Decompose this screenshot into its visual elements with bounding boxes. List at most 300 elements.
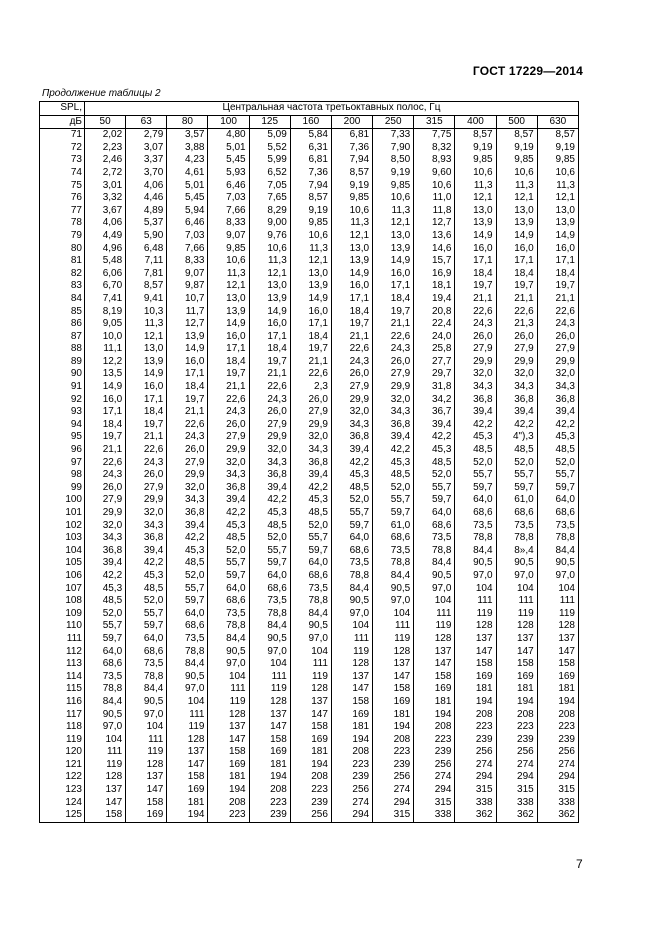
table-cell: 8,29 bbox=[249, 205, 290, 218]
table-cell: 19,7 bbox=[249, 356, 290, 369]
table-cell: 194 bbox=[167, 809, 208, 822]
table-cell: 55,7 bbox=[126, 608, 167, 621]
table-cell: 16,0 bbox=[249, 318, 290, 331]
table-cell: 39,4 bbox=[537, 406, 578, 419]
table-cell: 137 bbox=[455, 633, 496, 646]
spl-cell: 78 bbox=[40, 217, 85, 230]
table-cell: 97,0 bbox=[208, 658, 249, 671]
table-cell: 128 bbox=[290, 683, 331, 696]
table-cell: 5,09 bbox=[249, 129, 290, 142]
table-cell: 36,8 bbox=[208, 482, 249, 495]
table-cell: 16,0 bbox=[537, 243, 578, 256]
table-cell: 169 bbox=[249, 746, 290, 759]
table-cell: 7,66 bbox=[167, 243, 208, 256]
table-cell: 362 bbox=[455, 809, 496, 822]
table-cell: 26,0 bbox=[290, 394, 331, 407]
table-row bbox=[40, 570, 579, 583]
table-cell: 97,0 bbox=[455, 570, 496, 583]
table-cell: 158 bbox=[208, 746, 249, 759]
spl-header-line2: дБ bbox=[40, 115, 85, 129]
table-cell: 16,0 bbox=[85, 394, 126, 407]
table-row bbox=[40, 154, 579, 167]
table-cell: 223 bbox=[496, 721, 537, 734]
frequency-header-cell: 50 bbox=[85, 115, 126, 129]
table-cell: 12,1 bbox=[208, 280, 249, 293]
table-cell: 21,1 bbox=[373, 318, 414, 331]
table-cell: 45,3 bbox=[537, 431, 578, 444]
table-cell: 223 bbox=[331, 759, 372, 772]
table-cell: 32,0 bbox=[126, 507, 167, 520]
table-cell: 78,8 bbox=[414, 545, 455, 558]
spl-cell: 81 bbox=[40, 255, 85, 268]
spl-cell: 80 bbox=[40, 243, 85, 256]
table-row bbox=[40, 331, 579, 344]
table-cell: 12,1 bbox=[455, 192, 496, 205]
spl-cell: 115 bbox=[40, 683, 85, 696]
table-cell: 22,6 bbox=[331, 343, 372, 356]
table-cell: 9,85 bbox=[537, 154, 578, 167]
table-cell: 128 bbox=[126, 759, 167, 772]
table-cell: 7,75 bbox=[414, 129, 455, 142]
spl-cell: 88 bbox=[40, 343, 85, 356]
table-cell: 64,0 bbox=[537, 494, 578, 507]
table-cell: 7,03 bbox=[167, 230, 208, 243]
table-cell: 147 bbox=[126, 784, 167, 797]
table-cell: 4,06 bbox=[126, 180, 167, 193]
table-cell: 29,9 bbox=[167, 469, 208, 482]
table-cell: 17,1 bbox=[455, 255, 496, 268]
table-header-row bbox=[40, 102, 579, 116]
table-cell: 208 bbox=[537, 709, 578, 722]
table-cell: 90,5 bbox=[414, 570, 455, 583]
table-cell: 22,6 bbox=[373, 331, 414, 344]
table-cell: 239 bbox=[290, 797, 331, 810]
table-cell: 13,9 bbox=[249, 293, 290, 306]
table-cell: 169 bbox=[373, 696, 414, 709]
table-cell: 59,7 bbox=[290, 545, 331, 558]
table-cell: 362 bbox=[537, 809, 578, 822]
table-cell: 12,1 bbox=[537, 192, 578, 205]
table-cell: 52,0 bbox=[249, 532, 290, 545]
table-cell: 27,9 bbox=[537, 343, 578, 356]
table-cell: 24,3 bbox=[455, 318, 496, 331]
table-row bbox=[40, 457, 579, 470]
table-cell: 137 bbox=[331, 671, 372, 684]
table-cell: 22,6 bbox=[85, 457, 126, 470]
table-cell: 22,6 bbox=[290, 368, 331, 381]
table-cell: 34,3 bbox=[331, 419, 372, 432]
table-cell: 24,3 bbox=[249, 394, 290, 407]
table-cell: 104 bbox=[373, 608, 414, 621]
table-row bbox=[40, 646, 579, 659]
table-cell: 78,8 bbox=[290, 595, 331, 608]
table-cell: 34,3 bbox=[537, 381, 578, 394]
table-cell: 52,0 bbox=[414, 469, 455, 482]
table-cell: 64,0 bbox=[331, 532, 372, 545]
spl-cell: 76 bbox=[40, 192, 85, 205]
table-cell: 13,0 bbox=[496, 205, 537, 218]
table-cell: 10,0 bbox=[85, 331, 126, 344]
table-cell: 294 bbox=[373, 797, 414, 810]
table-cell: 17,1 bbox=[496, 255, 537, 268]
table-row bbox=[40, 557, 579, 570]
spl-cell: 109 bbox=[40, 608, 85, 621]
table-cell: 73,5 bbox=[373, 545, 414, 558]
table-cell: 45,3 bbox=[249, 507, 290, 520]
table-cell: 158 bbox=[537, 658, 578, 671]
table-cell: 16,0 bbox=[290, 306, 331, 319]
table-cell: 169 bbox=[290, 734, 331, 747]
table-cell: 48,5 bbox=[414, 457, 455, 470]
table-cell: 7,66 bbox=[208, 205, 249, 218]
table-cell: 32,0 bbox=[496, 368, 537, 381]
table-cell: 128 bbox=[455, 620, 496, 633]
spl-cell: 118 bbox=[40, 721, 85, 734]
table-cell: 73,5 bbox=[496, 520, 537, 533]
table-cell: 5,84 bbox=[290, 129, 331, 142]
table-cell: 26,0 bbox=[455, 331, 496, 344]
table-cell: 11,3 bbox=[249, 255, 290, 268]
table-cell: 147 bbox=[167, 759, 208, 772]
table-cell: 7,94 bbox=[331, 154, 372, 167]
table-cell: 11,3 bbox=[455, 180, 496, 193]
spl-cell: 72 bbox=[40, 142, 85, 155]
table-cell: 26,0 bbox=[331, 368, 372, 381]
spl-cell: 89 bbox=[40, 356, 85, 369]
table-cell: 68,6 bbox=[290, 570, 331, 583]
table-cell: 13,9 bbox=[373, 243, 414, 256]
table-cell: 52,0 bbox=[167, 570, 208, 583]
table-cell: 97,0 bbox=[249, 646, 290, 659]
table-cell: 45,3 bbox=[455, 431, 496, 444]
table-cell: 256 bbox=[455, 746, 496, 759]
frequency-header-cell: 80 bbox=[167, 115, 208, 129]
table-cell: 158 bbox=[496, 658, 537, 671]
table-cell: 26,0 bbox=[496, 331, 537, 344]
table-cell: 10,6 bbox=[249, 243, 290, 256]
table-cell: 22,6 bbox=[496, 306, 537, 319]
table-cell: 208 bbox=[290, 771, 331, 784]
table-cell: 18,4 bbox=[208, 356, 249, 369]
table-cell: 239 bbox=[496, 734, 537, 747]
table-cell: 17,1 bbox=[208, 343, 249, 356]
table-cell: 55,7 bbox=[167, 583, 208, 596]
table-cell: 27,9 bbox=[167, 457, 208, 470]
table-cell: 10,3 bbox=[126, 306, 167, 319]
table-cell: 59,7 bbox=[455, 482, 496, 495]
table-cell: 169 bbox=[455, 671, 496, 684]
table-cell: 64,0 bbox=[208, 583, 249, 596]
table-cell: 59,7 bbox=[331, 520, 372, 533]
table-row bbox=[40, 142, 579, 155]
table-cell: 7,03 bbox=[208, 192, 249, 205]
table-cell: 181 bbox=[537, 683, 578, 696]
table-cell: 11,7 bbox=[167, 306, 208, 319]
table-cell: 19,7 bbox=[537, 280, 578, 293]
table-cell: 52,0 bbox=[85, 608, 126, 621]
table-cell: 36,8 bbox=[85, 545, 126, 558]
table-cell: 52,0 bbox=[496, 457, 537, 470]
table-cell: 9,19 bbox=[455, 142, 496, 155]
table-cell: 11,3 bbox=[373, 205, 414, 218]
spl-cell: 77 bbox=[40, 205, 85, 218]
table-cell: 19,7 bbox=[455, 280, 496, 293]
table-cell: 158 bbox=[455, 658, 496, 671]
table-cell: 39,4 bbox=[126, 545, 167, 558]
table-cell: 27,9 bbox=[455, 343, 496, 356]
table-cell: 84,4 bbox=[208, 633, 249, 646]
table-cell: 34,3 bbox=[290, 444, 331, 457]
table-cell: 7,36 bbox=[290, 167, 331, 180]
table-cell: 8,33 bbox=[167, 255, 208, 268]
table-row bbox=[40, 709, 579, 722]
table-cell: 3,01 bbox=[85, 180, 126, 193]
spl-cell: 117 bbox=[40, 709, 85, 722]
table-cell: 7,90 bbox=[373, 142, 414, 155]
table-cell: 104 bbox=[414, 595, 455, 608]
table-cell: 39,4 bbox=[373, 431, 414, 444]
spl-cell: 110 bbox=[40, 620, 85, 633]
table-cell: 34,3 bbox=[249, 457, 290, 470]
table-cell: 181 bbox=[290, 746, 331, 759]
frequency-header-cell: 100 bbox=[208, 115, 249, 129]
table-cell: 16,0 bbox=[373, 268, 414, 281]
table-cell: 45,3 bbox=[290, 494, 331, 507]
table-cell: 111 bbox=[85, 746, 126, 759]
table-cell: 52,0 bbox=[208, 545, 249, 558]
table-cell: 9,19 bbox=[331, 180, 372, 193]
table-cell: 11,3 bbox=[126, 318, 167, 331]
table-cell: 24,3 bbox=[126, 457, 167, 470]
table-cell: 111 bbox=[496, 595, 537, 608]
table-cell: 12,7 bbox=[167, 318, 208, 331]
table-cell: 315 bbox=[455, 784, 496, 797]
table-cell: 22,6 bbox=[249, 381, 290, 394]
table-cell: 90,5 bbox=[85, 709, 126, 722]
table-cell: 24,3 bbox=[537, 318, 578, 331]
table-row bbox=[40, 230, 579, 243]
table-cell: 17,1 bbox=[167, 368, 208, 381]
table-cell: 42,2 bbox=[167, 532, 208, 545]
table-cell: 18,4 bbox=[331, 306, 372, 319]
table-cell: 27,9 bbox=[331, 381, 372, 394]
table-cell: 97,0 bbox=[167, 683, 208, 696]
table-cell: 10,6 bbox=[331, 205, 372, 218]
spl-cell: 90 bbox=[40, 368, 85, 381]
table-cell: 90,5 bbox=[331, 595, 372, 608]
spl-cell: 94 bbox=[40, 419, 85, 432]
table-cell: 18,4 bbox=[85, 419, 126, 432]
table-cell: 13,9 bbox=[455, 217, 496, 230]
table-cell: 128 bbox=[85, 771, 126, 784]
table-cell: 194 bbox=[331, 734, 372, 747]
table-cell: 55,7 bbox=[249, 545, 290, 558]
table-cell: 6,70 bbox=[85, 280, 126, 293]
document-code: ГОСТ 17229—2014 bbox=[472, 64, 583, 78]
table-cell: 111 bbox=[537, 595, 578, 608]
table-cell: 104 bbox=[126, 721, 167, 734]
table-cell: 147 bbox=[290, 709, 331, 722]
table-cell: 59,7 bbox=[208, 570, 249, 583]
table-cell: 29,7 bbox=[414, 368, 455, 381]
table-cell: 17,1 bbox=[331, 293, 372, 306]
table-cell: 5,99 bbox=[249, 154, 290, 167]
table-cell: 52,0 bbox=[290, 520, 331, 533]
table-cell: 12,1 bbox=[496, 192, 537, 205]
table-cell: 52,0 bbox=[537, 457, 578, 470]
table-cell: 55,7 bbox=[455, 469, 496, 482]
table-cell: 64,0 bbox=[290, 557, 331, 570]
spl-cell: 98 bbox=[40, 469, 85, 482]
table-cell: 104 bbox=[167, 696, 208, 709]
table-cell: 3,37 bbox=[126, 154, 167, 167]
table-cell: 10,7 bbox=[167, 293, 208, 306]
table-cell: 78,8 bbox=[85, 683, 126, 696]
table-cell: 274 bbox=[455, 759, 496, 772]
table-cell: 17,1 bbox=[537, 255, 578, 268]
spl-header-line1: SPL, bbox=[40, 102, 85, 116]
spl-cell: 119 bbox=[40, 734, 85, 747]
table-cell: 16,9 bbox=[414, 268, 455, 281]
table-cell: 6,06 bbox=[85, 268, 126, 281]
table-cell: 137 bbox=[249, 709, 290, 722]
spl-cell: 107 bbox=[40, 583, 85, 596]
table-cell: 97,0 bbox=[537, 570, 578, 583]
table-cell: 294 bbox=[496, 771, 537, 784]
spl-cell: 73 bbox=[40, 154, 85, 167]
spl-cell: 95 bbox=[40, 431, 85, 444]
table-cell: 68,6 bbox=[414, 520, 455, 533]
table-cell: 10,6 bbox=[414, 180, 455, 193]
table-cell: 147 bbox=[208, 734, 249, 747]
table-cell: 73,5 bbox=[208, 608, 249, 621]
table-cell: 338 bbox=[414, 809, 455, 822]
table-cell: 6,46 bbox=[167, 217, 208, 230]
table-cell: 239 bbox=[414, 746, 455, 759]
table-cell: 9,85 bbox=[208, 243, 249, 256]
table-cell: 208 bbox=[373, 734, 414, 747]
table-row bbox=[40, 306, 579, 319]
frequency-header-cell: 63 bbox=[126, 115, 167, 129]
table-cell: 27,9 bbox=[373, 368, 414, 381]
table-cell: 97,0 bbox=[85, 721, 126, 734]
table-row bbox=[40, 243, 579, 256]
table-cell: 16,0 bbox=[167, 356, 208, 369]
table-cell: 97,0 bbox=[496, 570, 537, 583]
table-cell: 48,5 bbox=[208, 532, 249, 545]
table-cell: 111 bbox=[208, 683, 249, 696]
table-cell: 8,57 bbox=[496, 129, 537, 142]
table-cell: 8,57 bbox=[455, 129, 496, 142]
table-cell: 39,4 bbox=[85, 557, 126, 570]
table-cell: 24,3 bbox=[373, 343, 414, 356]
table-cell: 3,70 bbox=[126, 167, 167, 180]
table-cell: 21,1 bbox=[496, 293, 537, 306]
table-cell: 10,6 bbox=[496, 167, 537, 180]
table-cell: 55,7 bbox=[208, 557, 249, 570]
table-cell: 19,7 bbox=[373, 306, 414, 319]
table-cell: 239 bbox=[331, 771, 372, 784]
table-cell: 29,9 bbox=[126, 494, 167, 507]
table-cell: 6,81 bbox=[290, 154, 331, 167]
table-cell: 17,1 bbox=[249, 331, 290, 344]
table-cell: 68,6 bbox=[126, 646, 167, 659]
table-cell: 4,61 bbox=[167, 167, 208, 180]
table-cell: 42,2 bbox=[249, 494, 290, 507]
table-cell: 48,5 bbox=[373, 469, 414, 482]
table-cell: 64,0 bbox=[167, 608, 208, 621]
table-cell: 27,7 bbox=[414, 356, 455, 369]
table-cell: 78,8 bbox=[331, 570, 372, 583]
table-cell: 42,2 bbox=[537, 419, 578, 432]
table-row bbox=[40, 608, 579, 621]
table-cell: 8»,4 bbox=[496, 545, 537, 558]
table-cell: 158 bbox=[290, 721, 331, 734]
table-cell: 2,72 bbox=[85, 167, 126, 180]
spl-cell: 121 bbox=[40, 759, 85, 772]
table-cell: 8,57 bbox=[290, 192, 331, 205]
table-cell: 10,6 bbox=[373, 192, 414, 205]
table-cell: 42,2 bbox=[455, 419, 496, 432]
table-cell: 10,6 bbox=[290, 230, 331, 243]
table-cell: 208 bbox=[455, 709, 496, 722]
table-cell: 11,3 bbox=[208, 268, 249, 281]
table-cell: 7,33 bbox=[373, 129, 414, 142]
table-cell: 338 bbox=[455, 797, 496, 810]
table-cell: 181 bbox=[455, 683, 496, 696]
table-cell: 55,7 bbox=[537, 469, 578, 482]
table-cell: 9,19 bbox=[373, 167, 414, 180]
table-cell: 256 bbox=[537, 746, 578, 759]
table-cell: 73,5 bbox=[537, 520, 578, 533]
spl-cell: 97 bbox=[40, 457, 85, 470]
table-cell: 25,8 bbox=[414, 343, 455, 356]
table-cell: 73,5 bbox=[126, 658, 167, 671]
table-cell: 6,52 bbox=[249, 167, 290, 180]
table-cell: 59,7 bbox=[496, 482, 537, 495]
table-cell: 36,8 bbox=[331, 431, 372, 444]
table-cell: 26,0 bbox=[85, 482, 126, 495]
spl-cell: 84 bbox=[40, 293, 85, 306]
table-cell: 32,0 bbox=[290, 431, 331, 444]
table-cell: 26,0 bbox=[537, 331, 578, 344]
table-cell: 11,0 bbox=[414, 192, 455, 205]
table-cell: 24,0 bbox=[414, 331, 455, 344]
table-cell: 45,3 bbox=[85, 583, 126, 596]
table-cell: 208 bbox=[331, 746, 372, 759]
table-cell: 45,3 bbox=[414, 444, 455, 457]
table-cell: 64,0 bbox=[455, 494, 496, 507]
table-cell: 68,6 bbox=[208, 595, 249, 608]
table-cell: 137 bbox=[290, 696, 331, 709]
table-cell: 48,5 bbox=[496, 444, 537, 457]
table-cell: 128 bbox=[496, 620, 537, 633]
table-cell: 29,9 bbox=[85, 507, 126, 520]
table-row bbox=[40, 494, 579, 507]
table-cell: 45,3 bbox=[208, 520, 249, 533]
table-cell: 29,9 bbox=[496, 356, 537, 369]
table-cell: 34,3 bbox=[126, 520, 167, 533]
table-cell: 223 bbox=[455, 721, 496, 734]
table-cell: 78,8 bbox=[208, 620, 249, 633]
table-cell: 147 bbox=[249, 721, 290, 734]
table-cell: 16,0 bbox=[331, 280, 372, 293]
table-cell: 9,19 bbox=[496, 142, 537, 155]
table-cell: 73,5 bbox=[455, 520, 496, 533]
table-cell: 181 bbox=[331, 721, 372, 734]
table-cell: 14,9 bbox=[85, 381, 126, 394]
table-row bbox=[40, 167, 579, 180]
